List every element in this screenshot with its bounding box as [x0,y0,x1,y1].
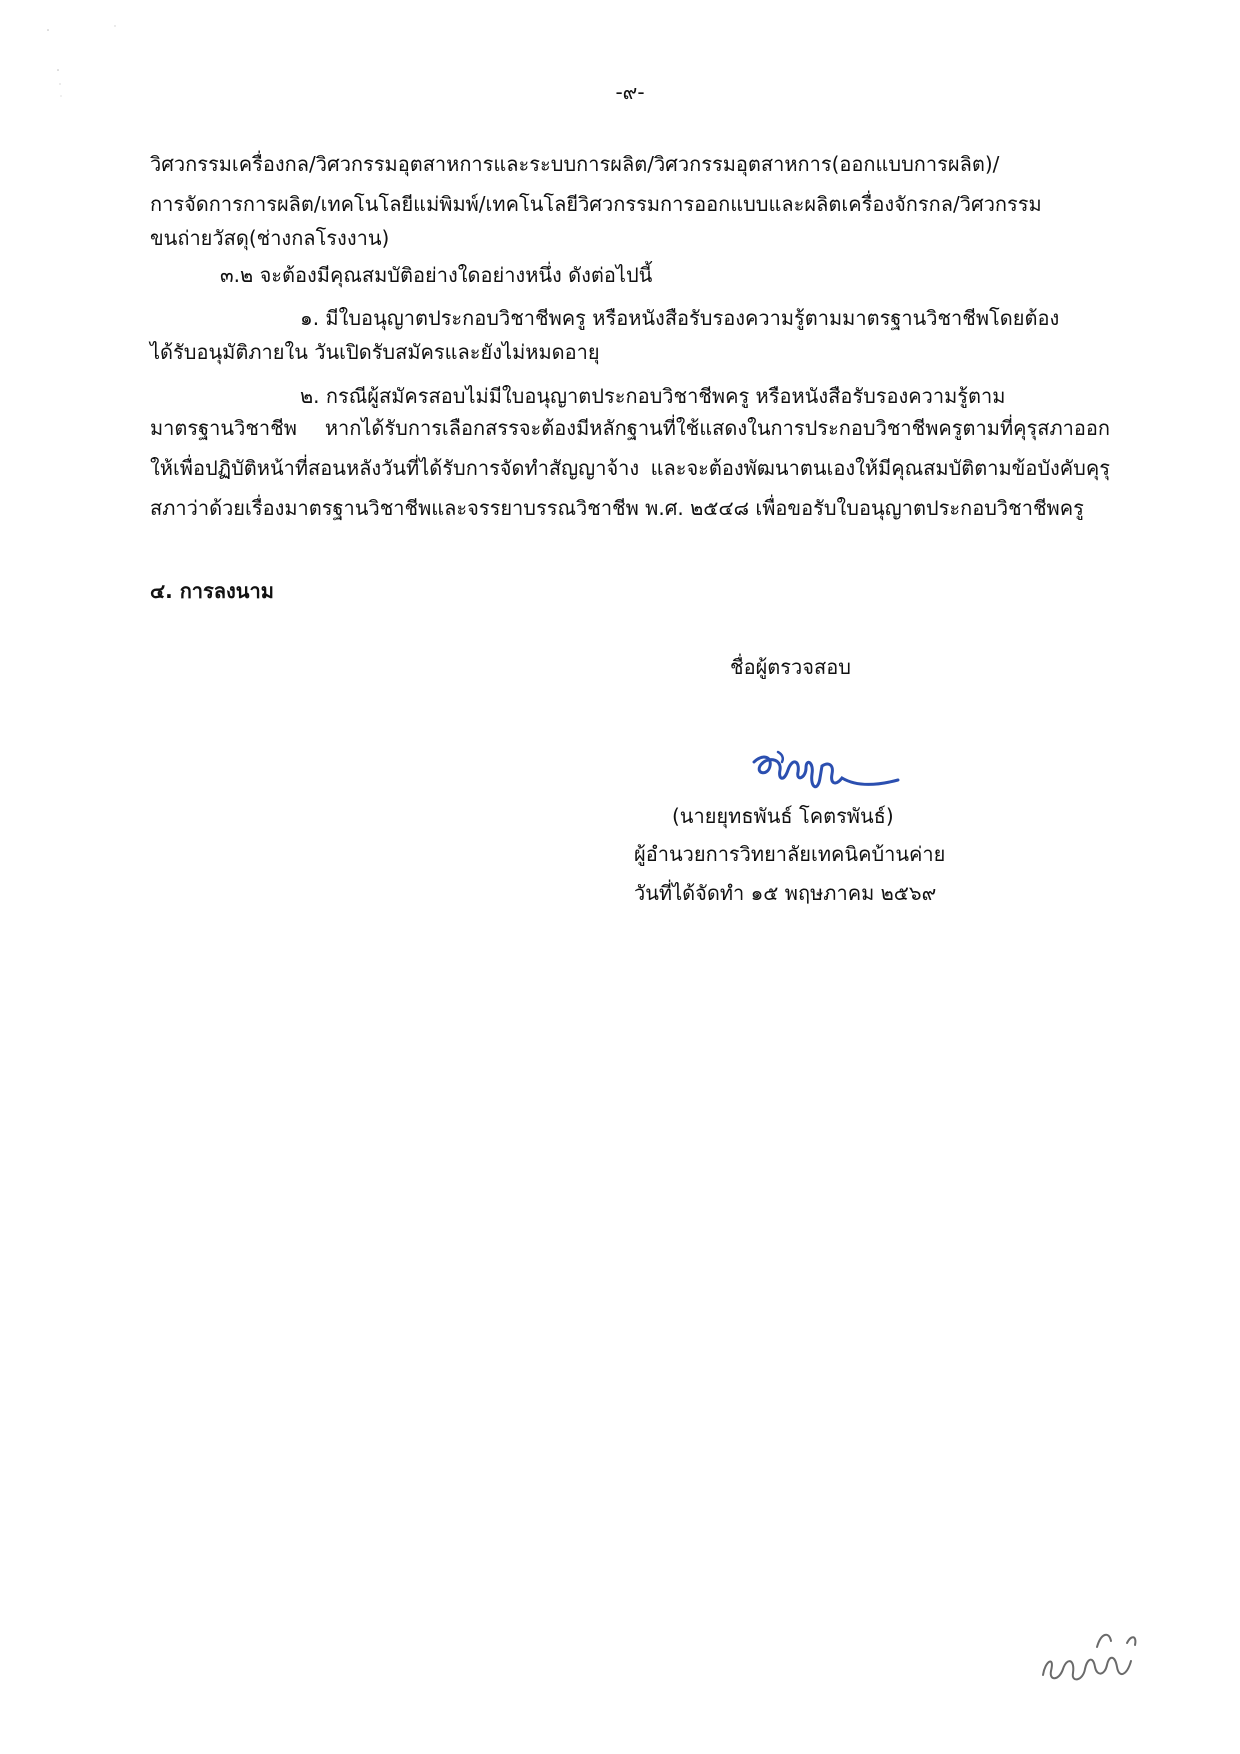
handwritten-initials [1035,1625,1145,1690]
page-number: -๙- [615,80,645,104]
qualification-line-1: วิศวกรรมเครื่องกล/วิศวกรรมอุตสาหการและระบบการผลิต/วิศวกรรมอุตสาหการ(ออกแบบการผลิต)/ [150,152,1000,176]
item-2-body: มาตรฐานวิชาชีพ หากได้รับการเลือกสรรจะต้องมีหลักฐานที่ใช้แสดงในการประกอบวิชาชีพครูตามที่คุรุสภาออกให้เพื่อปฏิบัติหน้าที่สอนหลังวันที่ได้รับการจัดทำสัญญาจ้าง และจะต้องพัฒนาตนเองให้มีคุณสมบัติตามข้อบังคับคุรุสภาว่าด้วยเรื่องมาตรฐานวิชาชีพและจรรยาบรรณวิชาชีพ พ.ศ. ๒๕๔๘ เพื่อขอรับใบอนุญาตประกอบวิชาชีพครู [150,416,1110,520]
director-signature [748,748,908,808]
signer-name: (นายยุทธพันธ์ โคตรพันธ์) [672,804,894,828]
qualification-line-2: การจัดการการผลิต/เทคโนโลยีแม่พิมพ์/เทคโนโลยีวิศวกรรมการออกแบบและผลิตเครื่องจักรกล/วิศวกรรม [150,192,1042,216]
item-1-second-line: ได้รับอนุมัติภายใน วันเปิดรับสมัครและยังไม่หมดอายุ [150,340,600,364]
qualification-line-3: ขนถ่ายวัสดุ(ช่างกลโรงงาน) [150,226,390,250]
signer-position: ผู้อำนวยการวิทยาลัยเทคนิคบ้านค่าย [634,842,946,866]
item-1-first-line: ๑. มีใบอนุญาตประกอบวิชาชีพครู หรือหนังสือรับรองความรู้ตามมาตรฐานวิชาชีพโดยต้อง [300,306,1060,330]
item-2-first-line: ๒. กรณีผู้สมัครสอบไม่มีใบอนุญาตประกอบวิชาชีพครู หรือหนังสือรับรองความรู้ตาม [300,384,1006,408]
prepared-date: วันที่ได้จัดทำ ๑๕ พฤษภาคม ๒๕๖๙ [634,881,937,905]
section-3-2-heading: ๓.๒ จะต้องมีคุณสมบัติอย่างใดอย่างหนึ่ง ดังต่อไปนี้ [220,263,653,287]
section-4-heading: ๔. การลงนาม [150,579,274,603]
scan-specks [40,20,140,110]
checker-label: ชื่อผู้ตรวจสอบ [730,655,851,679]
